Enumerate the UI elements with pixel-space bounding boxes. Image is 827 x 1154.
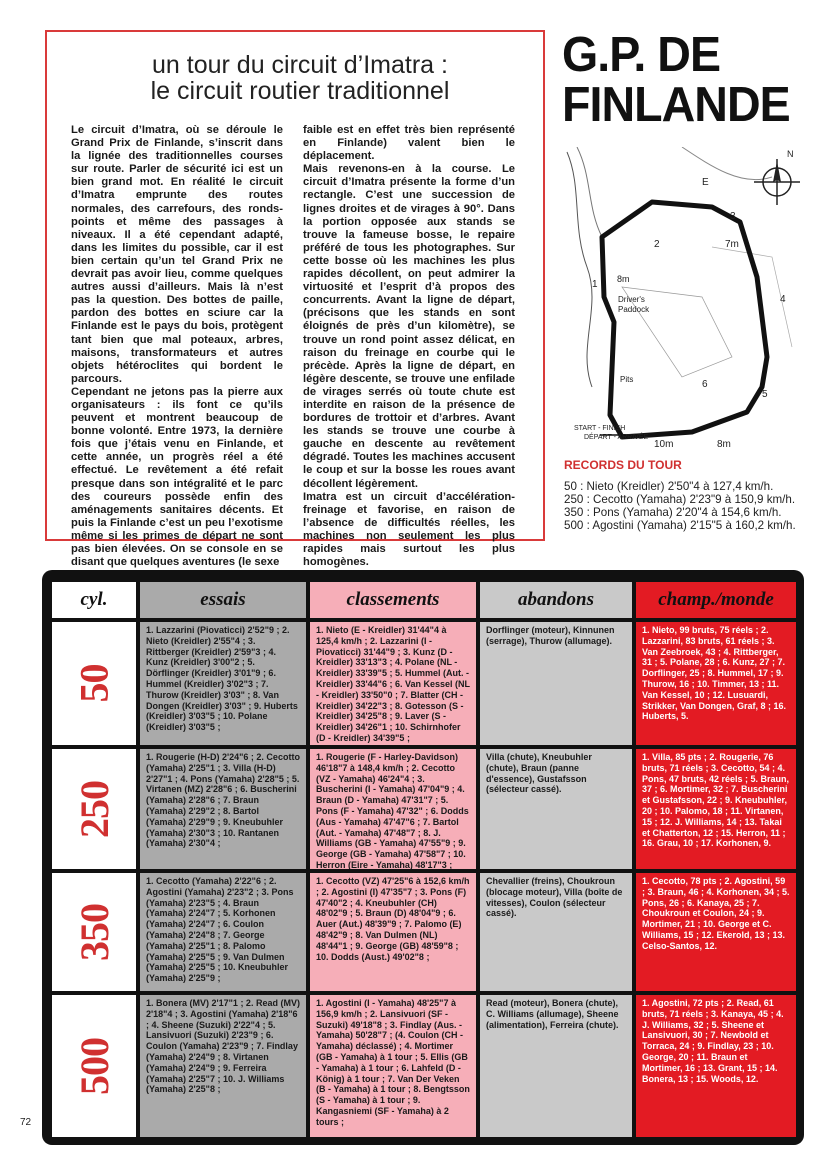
article-paragraph: Mais revenons-en à la course. Le circuit d’Imatra présente la forme d’un rectangle. C’est une succession de lignes droites et de virages à 90°. Dans la portion opposée aux stands se trouve la fameuse bosse, le repaire préféré de tous les photographes. Sur cette bosse où les machines les plus rapides décollent, on peut admirer la virtuosité et l’esprit d’à propos des concurrents. Avant la ligne de départ, (précisons que les stands en sont éloignés de près d’un kilomètre), se trouve un rond point assez délicat, en raison du freinage en courbe qui le précède. Après la ligne de départ, en légère descente, se trouve une enfilade de virages serrés où toute chute est interdite en raison de la présence de bordures de trottoir et d’arbres. Avant les stands se trouve une courbe à gauche en descente au revêtement dégradé. Toutes les machines accusent le coup et sur la bosse les roues avant décollent légèrement. bbox=[303, 163, 515, 490]
map-label: 10m bbox=[654, 439, 674, 450]
records-title: RECORDS DU TOUR bbox=[564, 458, 682, 472]
row-cyl-250 bbox=[52, 749, 136, 869]
article-title bbox=[90, 52, 510, 104]
map-label: 1 bbox=[592, 279, 598, 290]
article-column-2 bbox=[303, 124, 515, 584]
cell-classements: 1. Cecotto (VZ) 47'25"6 à 152,6 km/h ; 2. Agostini (I) 47'35"7 ; 3. Pons (F) 47'40"2 ; 4. Kneubuhler (CH) 48'02"9 ; 5. Braun (D) 48'04"9 ; 6. Auer (Aut.) 48'39"9 ; 7. Palomo (E) 48'42"9 ; 8. Van Dulmen (NL) 48'44"1 ; 9. George (GB) 48'59"8 ; 10. Dodds (Aust.) 49'02"8 ; bbox=[310, 873, 476, 991]
map-label: 8m bbox=[617, 274, 630, 284]
map-label: Driver's bbox=[618, 295, 645, 304]
records-list bbox=[564, 480, 814, 532]
cell-classements: 1. Agostini (I - Yamaha) 48'25"7 à 156,9 km/h ; 2. Lansivuori (SF - Suzuki) 49'18"8 ; 3. Findlay (Aus. - Yamaha) 50'28"7 ; (4. Coulon (CH - Yamaha) déclassé) ; 4. Mortimer (GB - Yamaha) à 1 tour ; 5. Ellis (GB - Yamaha) à 1 tour ; 6. Lahfeld (D - König) à 1 tour ; 7. Van Der Veken (B - Yamaha) à 1 tour ; 8. Bengtsson (S - Yamaha) à 1 tour ; 9. Kangasniemi (SF - Yamaha) à 2 tours ; bbox=[310, 995, 476, 1137]
record-line: 350 : Pons (Yamaha) 2'20"4 à 154,6 km/h. bbox=[564, 506, 782, 519]
row-cyl-50 bbox=[52, 622, 136, 745]
cell-essais: 1. Lazzarini (Piovaticci) 2'52"9 ; 2. Nieto (Kreidler) 2'55"4 ; 3. Rittberger (Kreidler) 2'59"3 ; 4. Kunz (Kreidler) 3'00"2 ; 5. Dörflinger (Kreidler) 3'01"9 ; 6. Hummel (Kreidler) 3'02"3 ; 7. Thurow (Kreidler) 3'03" ; 8. Van Dongen (Kreidler) 3'03" ; 9. Huberts (Kreidler) 3'03"5 ; 10. Polane (Kreidler) 3'03"5 ; bbox=[140, 622, 306, 745]
cell-abandons: Chevallier (freins), Choukroun (blocage moteur), Villa (boîte de vitesses), Coulon (sélecteur cassé). bbox=[480, 873, 632, 991]
cell-essais: 1. Bonera (MV) 2'17"1 ; 2. Read (MV) 2'18"4 ; 3. Agostini (Yamaha) 2'18"6 ; 4. Sheene (Suzuki) 2'22"4 ; 5. Lansivuori (Suzuki) 2'23"9 ; 6. Coulon (Yamaha) 2'23"9 ; 7. Findlay (Yamaha) 2'24"9 ; 8. Virtanen (Yamaha) 2'24"9 ; 9. Ferreira (Yamaha) 2'25"7 ; 10. J. Williams (Yamaha) 2'25"8 ; bbox=[140, 995, 306, 1137]
cell-champ-monde: 1. Nieto, 99 bruts, 75 réels ; 2. Lazzarini, 83 bruts, 61 réels ; 3. Van Zeebroek, 43 ; 4. Rittberger, 31 ; 5. Polane, 28 ; 6. Kunz, 27 ; 7. Dorflinger, 25 ; 8. Hummel, 17 ; 9. Thurow, 16 ; 10. Timmer, 13 ; 11. Van Kessel, 10 ; 12. Lusuardi, Strikker, Van Dongen, Graf, 8 ; 16. Huberts, 5. bbox=[636, 622, 796, 745]
map-label: E bbox=[702, 177, 709, 188]
article-title-line1: un tour du circuit d’Imatra : bbox=[152, 51, 448, 79]
article-paragraph: Imatra est un circuit d’accélération-freinage et favorise, en raison de l’absence de difficultés réelles, les machines non seulement les plus rapides mais surtout les plus homogènes. bbox=[303, 490, 515, 569]
cell-abandons: Read (moteur), Bonera (chute), C. Williams (allumage), Sheene (alimentation), Ferreira (chute). bbox=[480, 995, 632, 1137]
record-line: 500 : Agostini (Yamaha) 2'15"5 à 160,2 km/h. bbox=[564, 519, 796, 532]
header-cyl: cyl. bbox=[52, 582, 136, 618]
cyl-label: 50 bbox=[71, 664, 117, 703]
cyl-label: 350 bbox=[71, 903, 117, 961]
map-label: 7m bbox=[725, 239, 739, 250]
cell-champ-monde: 1. Agostini, 72 pts ; 2. Read, 61 bruts, 71 réels ; 3. Kanaya, 45 ; 4. J. Williams, 32 ; 5. Sheene et Lansivuori, 30 ; 7. Newbold et Torraca, 24 ; 9. Findlay, 23 ; 10. George, 20 ; 11. Braun et Mortimer, 16 ; 13. Grant, 15 ; 14. Bonera, 13 ; 15. Woods, 12. bbox=[636, 995, 796, 1137]
map-label: 2 bbox=[654, 239, 660, 250]
row-cyl-500 bbox=[52, 995, 136, 1137]
article-title-line2: le circuit routier traditionnel bbox=[150, 77, 450, 105]
cell-abandons: Villa (chute), Kneubuhler (chute), Braun (panne d'essence), Gustafsson (sélecteur cassé). bbox=[480, 749, 632, 869]
cell-abandons: Dorflinger (moteur), Kinnunen (serrage), Thurow (allumage). bbox=[480, 622, 632, 745]
article-paragraph: faible est en effet très bien représenté en Finlande) valent bien le déplacement. bbox=[303, 124, 515, 163]
cell-champ-monde: 1. Cecotto, 78 pts ; 2. Agostini, 59 ; 3. Braun, 46 ; 4. Korhonen, 34 ; 5. Pons, 26 ; 6. Kanaya, 25 ; 7. Choukroun et Coulon, 24 ; 9. Mortimer, 21 ; 10. George et C. Williams, 15 ; 12. Ekerold, 13 ; 13. Celso-Santos, 12. bbox=[636, 873, 796, 991]
article-paragraph: Cependant ne jetons pas la pierre aux organisateurs : ils font ce qu’ils peuvent et montrent beaucoup de bonne volonté. Entre 1973, la dernière fois que j’étais venu en Finlande, et cette année, un progrès réel a été effectué. Le revêtement a été refait presque dans son intégralité et le parc des coureurs possède enfin des aménagements sanitaires décents. Et puis la Finlande c’est un peu l’exotisme même si les primes de départ ne sont pas bien élevées. On se console en se disant que quelques aventures (le sexe bbox=[71, 385, 283, 569]
map-label: Pits bbox=[620, 375, 634, 384]
cell-essais: 1. Rougerie (H-D) 2'24"6 ; 2. Cecotto (Yamaha) 2'25"1 ; 3. Villa (H-D) 2'27"1 ; 4. Pons (Yamaha) 2'28"5 ; 5. Virtanen (MZ) 2'28"6 ; 6. Buscherini (Yamaha) 2'28"6 ; 7. Braun (Yamaha) 2'29"2 ; 8. Bartol (Yamaha) 2'29"9 ; 9. Kneubuhler (Yamaha) 2'30"3 ; 10. Rantanen (Yamaha) 2'30"4 ; bbox=[140, 749, 306, 869]
page-title-line2: FINLANDE bbox=[562, 78, 790, 132]
circuit-map bbox=[562, 147, 814, 452]
article-paragraph: Le circuit d’Imatra, où se déroule le Grand Prix de Finlande, s’inscrit dans la lignée des traditionnelles courses sur route. Parler de sécurité ici est un bien grand mot. En réalité le circuit d’Imatra emprunte des routes normales, des carrefours, des ronds-points et même des passages à niveaux. Il a été cependant adapté, dans les limites du possible, car il est bien certain qu’un tel Grand Prix ne devrait pas avoir lieu, comme quelques autres aussi d’ailleurs. Mais là n’est pas la question. Des bottes de paille, pardon des bottes en sciure car la Finlande est le pays du bois, protègent tant bien que mal poteaux, arbres, maisons, transformateurs et autres objets hétéroclites qui bordent le parcours. bbox=[71, 124, 283, 385]
record-line: 50 : Nieto (Kreidler) 2'50"4 à 127,4 km/h. bbox=[564, 480, 774, 493]
header-classements: classements bbox=[310, 582, 476, 618]
cell-classements: 1. Nieto (E - Kreidler) 31'44"4 à 125,4 km/h ; 2. Lazzarini (I - Piovaticci) 31'44"9 ; 3. Kunz (D - Kreidler) 33'13"3 ; 4. Polane (NL - Kreidler) 33'39"5 ; 5. Hummel (Aut. - Kreidler) 33'44"6 ; 6. Van Kessel (NL - Kreidler) 33'50"0 ; 7. Blatter (CH - Kreidler) 34'22"3 ; 8. Gotesson (S - Kreidler) 34'25"8 ; 9. Laver (S - Kreidler) 34'26"1 ; 10. Schirnhofer (D - Kreidler) 34'39"5 ; bbox=[310, 622, 476, 745]
header-champ-monde: champ./monde bbox=[636, 582, 796, 618]
record-line: 250 : Cecotto (Yamaha) 2'23"9 à 150,9 km/h. bbox=[564, 493, 796, 506]
cell-essais: 1. Cecotto (Yamaha) 2'22"6 ; 2. Agostini (Yamaha) 2'23"2 ; 3. Pons (Yamaha) 2'23"5 ; 4. Braun (Yamaha) 2'24"7 ; 5. Korhonen (Yamaha) 2'24"7 ; 6. Coulon (Yamaha) 2'24"8 ; 7. George (Yamaha) 2'25"1 ; 8. Palomo (Yamaha) 2'25"5 ; 9. Van Dulmen (Yamaha) 2'25"5 ; 10. Kneubuhler (Yamaha) 2'25"9 ; bbox=[140, 873, 306, 991]
map-label: 6 bbox=[702, 379, 708, 390]
map-label: N bbox=[787, 149, 794, 159]
page-number: 72 bbox=[20, 1117, 32, 1128]
cyl-label: 250 bbox=[71, 780, 117, 838]
row-cyl-350 bbox=[52, 873, 136, 991]
map-label-depart: DÉPART - ARRIVÉE bbox=[584, 434, 649, 441]
article-column-1 bbox=[71, 124, 283, 569]
map-label: 5 bbox=[762, 389, 768, 400]
cell-champ-monde: 1. Villa, 85 pts ; 2. Rougerie, 76 bruts, 71 réels ; 3. Cecotto, 54 ; 4. Pons, 47 bruts, 42 réels ; 5. Braun, 37 ; 6. Mortimer, 32 ; 7. Buscherini et Gustafsson, 22 ; 9. Kneubuhler, 20 ; 10. Palomo, 18 ; 11. Virtanen, 15 ; 12. J. Williams, 14 ; 13. Takai et Chatterton, 12 ; 15. Herron, 11 ; 16. Grau, 10 ; 17. Korhonen, 9. bbox=[636, 749, 796, 869]
map-label: 3 bbox=[730, 211, 736, 222]
page-title-line1: G.P. DE bbox=[562, 28, 721, 82]
map-label-start: START - FINISH bbox=[574, 425, 626, 432]
header-essais: essais bbox=[140, 582, 306, 618]
map-label: 8m bbox=[717, 439, 731, 450]
header-abandons: abandons bbox=[480, 582, 632, 618]
page-title bbox=[562, 30, 809, 130]
results-table bbox=[42, 570, 804, 1145]
cell-classements: 1. Rougerie (F - Harley-Davidson) 46'18"7 à 148,4 km/h ; 2. Cecotto (VZ - Yamaha) 46'24"4 ; 3. Buscherini (I - Yamaha) 47'04"9 ; 4. Braun (D - Yamaha) 47'31"7 ; 5. Pons (F - Yamaha) 47'32" ; 6. Dodds (Aus - Yamaha) 47'47"6 ; 7. Bartol (Aut. - Yamaha) 47'48"7 ; 8. J. Williams (GB - Yamaha) 47'55"9 ; 9. George (GB - Yamaha) 47'58"7 ; 10. Herron (Eire - Yamaha) 48'17"3 ; bbox=[310, 749, 476, 869]
map-label: 4 bbox=[780, 294, 786, 305]
map-label: Paddock bbox=[618, 305, 650, 314]
cyl-label: 500 bbox=[71, 1037, 117, 1095]
